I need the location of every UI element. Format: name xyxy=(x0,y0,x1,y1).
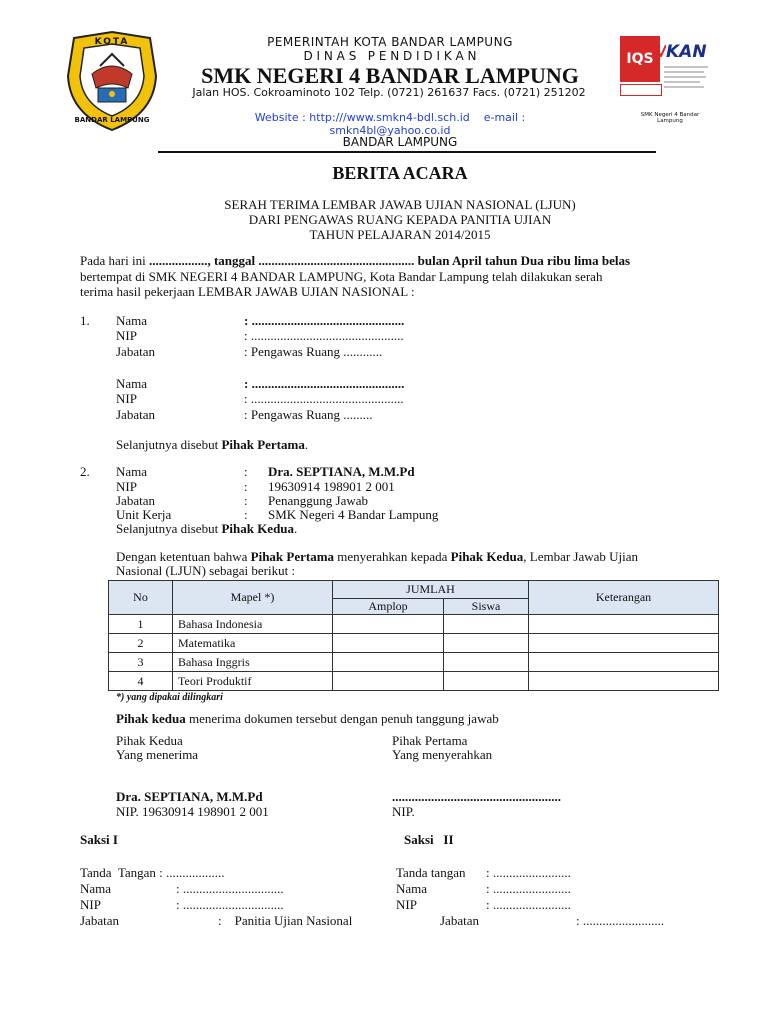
cert-caption: SMK Negeri 4 Bandar Lampung xyxy=(640,112,700,124)
doc-subtitle-1: SERAH TERIMA LEMBAR JAWAB UJIAN NASIONAL (LJUN) xyxy=(224,197,576,212)
th-jumlah: JUMLAH xyxy=(333,581,529,599)
sig-right-role: Pihak Pertama xyxy=(392,733,468,748)
saksi-2-nama-label: Nama xyxy=(396,881,428,896)
th-mapel: Mapel *) xyxy=(173,581,333,615)
saksi-2-jabatan-value: : ......................... xyxy=(576,913,665,928)
saksi-1-jabatan-value: : Panitia Ujian Nasional xyxy=(218,913,353,928)
opening-line-3: terima hasil pekerjaan LEMBAR JAWAB UJIAN NASIONAL : xyxy=(80,284,415,299)
table-row xyxy=(109,615,719,634)
second-party-term: Pihak Kedua xyxy=(221,521,295,536)
iqs-kan-certification-logo xyxy=(618,34,712,124)
p1-nip-label: NIP xyxy=(116,328,137,343)
doc-subtitle-2: DARI PENGAWAS RUANG KEPADA PANITIA UJIAN xyxy=(248,212,552,227)
sig-right-sub: Yang menyerahkan xyxy=(392,747,493,762)
saksi-2-ttd-value: : ........................ xyxy=(486,865,571,880)
p2-nama-value: : ............................................... xyxy=(244,376,405,391)
table-row xyxy=(109,634,719,653)
receipt-text: menerima dokumen tersebut dengan penuh tanggung jawab xyxy=(185,711,499,726)
sig-right-name: .................................................... xyxy=(392,789,561,804)
first-party-end: . xyxy=(304,437,309,452)
table-row xyxy=(109,672,719,691)
doc-subtitle-3: TAHUN PELAJARAN 2014/2015 xyxy=(309,227,491,242)
p3-unit-value: SMK Negeri 4 Bandar Lampung xyxy=(268,507,439,522)
p3-unit-label: Unit Kerja xyxy=(116,507,172,522)
second-party-end: . xyxy=(294,521,298,536)
first-party-lead: Selanjutnya disebut xyxy=(116,437,222,452)
ketentuan-d: Pihak Kedua xyxy=(450,549,524,564)
row-amplop-cell[interactable] xyxy=(333,634,444,653)
saksi-1-nip-value: : ............................... xyxy=(176,897,284,912)
p1-jabatan-value: : Pengawas Ruang ............ xyxy=(244,344,383,359)
sig-left-sub: Yang menerima xyxy=(116,747,199,762)
opening-line-2: bertempat di SMK NEGERI 4 BANDAR LAMPUNG, Kota Bandar Lampung telah dilakukan serah xyxy=(80,269,603,284)
table-row xyxy=(109,653,719,672)
row-no: 2 xyxy=(109,634,173,653)
first-party-term: Pihak Pertama xyxy=(221,437,305,452)
p3-jabatan-value: Penanggung Jawab xyxy=(268,493,369,508)
row-keterangan-cell[interactable] xyxy=(529,672,719,691)
first-party-designation xyxy=(116,437,308,453)
p1-nama-value: : ............................................... xyxy=(244,313,405,328)
saksi-2-ttd-label: Tanda tangan xyxy=(396,865,466,880)
row-siswa-cell[interactable] xyxy=(444,672,529,691)
row-no: 4 xyxy=(109,672,173,691)
row-siswa-cell[interactable] xyxy=(444,634,529,653)
p2-jabatan-label: Jabatan xyxy=(116,407,155,422)
p3-nama-label: Nama xyxy=(116,464,148,479)
saksi-1-heading: Saksi I xyxy=(80,832,118,847)
second-party-lead: Selanjutnya disebut xyxy=(116,521,222,536)
party-2-number: 2. xyxy=(80,464,90,479)
p3-nip-value: 19630914 198901 2 001 xyxy=(268,479,395,494)
ketentuan-a: Dengan ketentuan bahwa xyxy=(116,549,251,564)
ketentuan-c: menyerahkan kepada xyxy=(334,549,451,564)
sig-right-nip: NIP. xyxy=(392,804,415,819)
p3-nama-value: Dra. SEPTIANA, M.M.Pd xyxy=(268,464,415,479)
p3-unit-colon: : xyxy=(244,507,248,522)
city-line: BANDAR LAMPUNG xyxy=(342,135,458,149)
opening-line-1 xyxy=(80,253,730,269)
address-line: Jalan HOS. Cokroaminoto 102 Telp. (0721) 261637 Facs. (0721) 251202 xyxy=(192,86,586,99)
row-mapel: Teori Produktif xyxy=(173,672,333,691)
p2-nip-value: : ............................................... xyxy=(244,391,404,406)
table-footnote: *) yang dipakai dilingkari xyxy=(116,692,223,703)
row-mapel: Bahasa Indonesia xyxy=(173,615,333,634)
saksi-1-jabatan-label: Jabatan xyxy=(80,913,119,928)
school-name: SMK NEGERI 4 BANDAR LAMPUNG xyxy=(201,63,579,88)
saksi-1-nip-label: NIP xyxy=(80,897,101,912)
saksi-2-nip-label: NIP xyxy=(396,897,417,912)
saksi-1-ttd: Tanda Tangan : .................. xyxy=(80,865,225,880)
logo-bottom-text: BANDAR LAMPUNG xyxy=(74,116,150,124)
city-emblem-logo xyxy=(64,30,160,132)
web-line: Website : http:///www.smkn4-bdl.sch.id e-mail : smkn4bl@yahoo.co.id xyxy=(254,111,529,137)
row-amplop-cell[interactable] xyxy=(333,615,444,634)
cert-small-print-icon xyxy=(664,64,708,90)
saksi-2-nama-value: : ........................ xyxy=(486,881,571,896)
gov-line: PEMERINTAH KOTA BANDAR LAMPUNG xyxy=(267,35,513,49)
row-amplop-cell[interactable] xyxy=(333,672,444,691)
th-amplop: Amplop xyxy=(333,599,444,615)
saksi-1-nama-label: Nama xyxy=(80,881,112,896)
row-keterangan-cell[interactable] xyxy=(529,615,719,634)
row-siswa-cell[interactable] xyxy=(444,615,529,634)
th-keterangan: Keterangan xyxy=(529,581,719,615)
p3-nama-colon: : xyxy=(244,464,248,479)
ketentuan-e: , Lembar Jawab Ujian xyxy=(523,549,639,564)
opening-text: Pada hari ini xyxy=(80,253,149,268)
p2-nama-label: Nama xyxy=(116,376,148,391)
p3-jabatan-label: Jabatan xyxy=(116,493,155,508)
th-no: No xyxy=(109,581,173,615)
sig-left-nip: NIP. 19630914 198901 2 001 xyxy=(116,804,269,819)
row-no: 3 xyxy=(109,653,173,672)
dept-line: D I N A S P E N D I D I K A N xyxy=(303,49,477,63)
ketentuan-line-2: Nasional (LJUN) sebagai berikut : xyxy=(116,563,296,578)
ketentuan-b: Pihak Pertama xyxy=(250,549,335,564)
row-amplop-cell[interactable] xyxy=(333,653,444,672)
iqs-label-icon xyxy=(620,84,662,96)
saksi-2-heading: Saksi II xyxy=(404,832,454,847)
p3-jabatan-colon: : xyxy=(244,493,248,508)
saksi-1-nama-value: : ............................... xyxy=(176,881,284,896)
opening-date-blanks: .................., tanggal ................................................ bulan April tahun Dua ribu lima belas xyxy=(148,253,631,268)
p2-nip-label: NIP xyxy=(116,391,137,406)
kan-text: KAN xyxy=(666,42,707,62)
receipt-statement xyxy=(116,711,499,727)
p3-nip-label: NIP xyxy=(116,479,137,494)
receipt-party: Pihak kedua xyxy=(116,711,186,726)
row-keterangan-cell[interactable] xyxy=(529,653,719,672)
doc-title: BERITA ACARA xyxy=(332,163,468,183)
logo-top-text: KOTA xyxy=(94,37,130,47)
check-mark-icon xyxy=(658,44,666,56)
second-party-designation xyxy=(116,521,297,537)
sig-left-role: Pihak Kedua xyxy=(116,733,183,748)
th-siswa: Siswa xyxy=(444,599,529,615)
party-1-number: 1. xyxy=(80,313,90,328)
row-mapel: Bahasa Inggris xyxy=(173,653,333,672)
row-keterangan-cell[interactable] xyxy=(529,634,719,653)
row-mapel: Matematika xyxy=(173,634,333,653)
header-divider xyxy=(158,151,656,153)
row-no: 1 xyxy=(109,615,173,634)
ljun-table xyxy=(108,580,719,691)
saksi-2-jabatan-label: Jabatan xyxy=(440,913,479,928)
row-siswa-cell[interactable] xyxy=(444,653,529,672)
p1-jabatan-label: Jabatan xyxy=(116,344,155,359)
sig-left-name: Dra. SEPTIANA, M.M.Pd xyxy=(116,789,263,804)
p3-nip-colon: : xyxy=(244,479,248,494)
iqs-badge: IQS xyxy=(620,36,660,82)
p1-nip-value: : ............................................... xyxy=(244,328,404,343)
saksi-2-nip-value: : ........................ xyxy=(486,897,571,912)
p2-jabatan-value: : Pengawas Ruang ......... xyxy=(244,407,373,422)
p1-nama-label: Nama xyxy=(116,313,148,328)
